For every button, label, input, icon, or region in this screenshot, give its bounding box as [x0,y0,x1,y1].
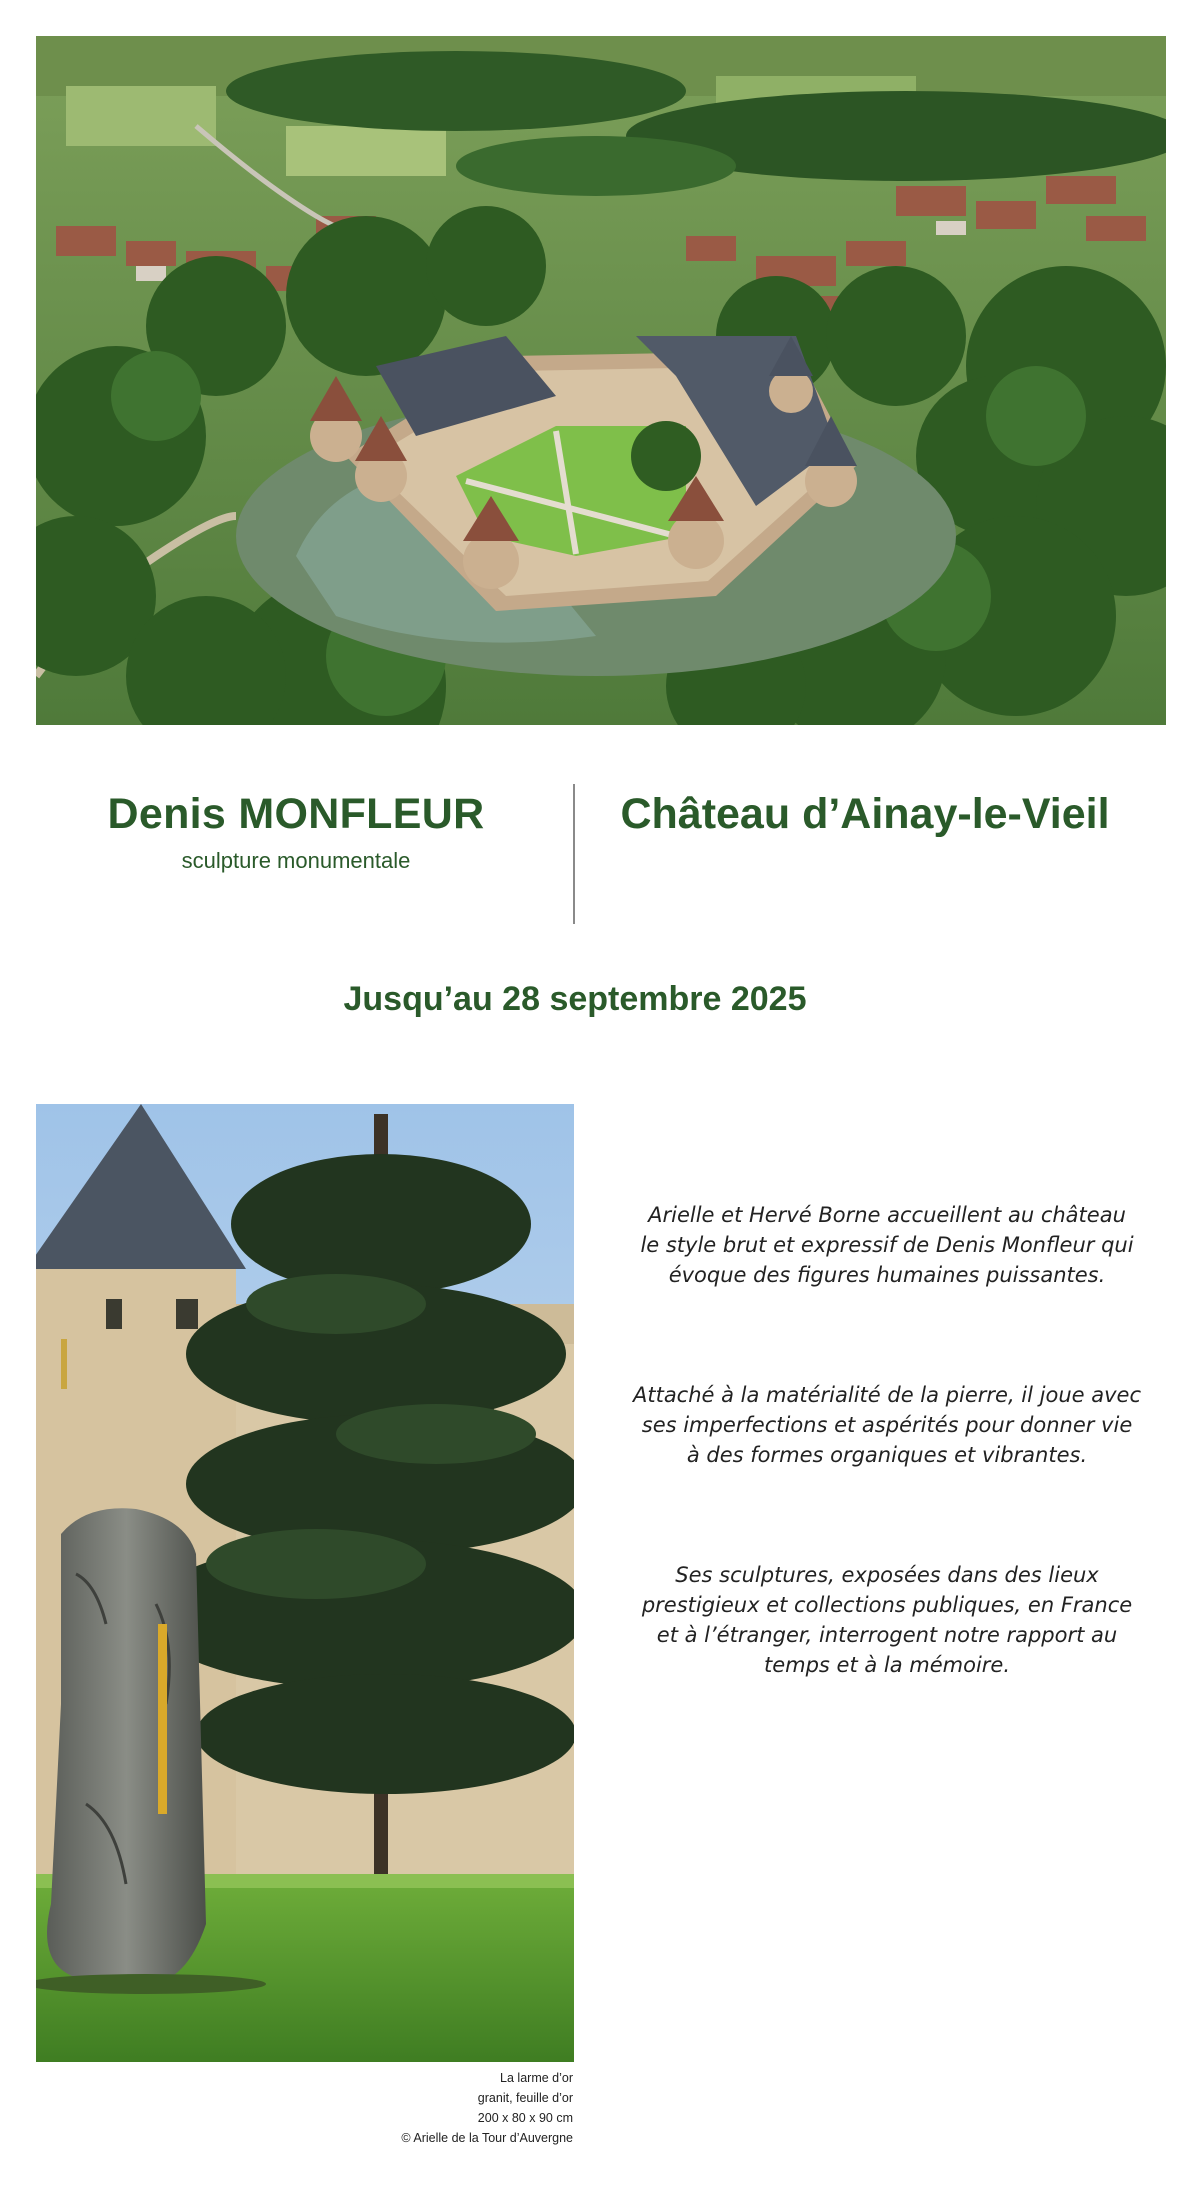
chateau-aerial-illustration [36,36,1166,725]
hero-aerial-photo [36,36,1166,725]
caption-materials: granit, feuille d’or [477,2091,573,2105]
paragraph-3-line: Ses sculptures, exposées dans des lieux [675,1563,1099,1587]
caption-dimensions: 200 x 80 x 90 cm [477,2111,573,2125]
paragraph-2-line: Attaché à la matérialité de la pierre, il joue avec [632,1383,1141,1407]
photo-caption [200,2068,573,2148]
paragraph-2-line: ses imperfections et aspérités pour donner vie [641,1413,1133,1437]
paragraph-3 [622,1560,1152,1680]
paragraph-1-line: Arielle et Hervé Borne accueillent au château [648,1203,1126,1227]
paragraph-1 [622,1200,1152,1290]
paragraph-2 [622,1380,1152,1470]
exhibition-dates: Jusqu’au 28 septembre 2025 [343,980,807,1018]
venue-name: Château d’Ainay-le-Vieil [620,790,1110,838]
sculpture-photo [36,1104,574,2062]
artist-name: Denis MONFLEUR [107,790,485,838]
title-band [0,760,1200,930]
vertical-divider [573,784,575,924]
caption-credit: © Arielle de la Tour d’Auvergne [401,2131,573,2145]
paragraph-3-line: temps et à la mémoire. [763,1653,1011,1677]
paragraph-3-line: prestigieux et collections publiques, en France [641,1593,1133,1617]
caption-title: La larme d’or [500,2071,573,2085]
paragraph-1-line: le style brut et expressif de Denis Monfleur qui [640,1233,1134,1257]
paragraph-3-line: et à l’étranger, interrogent notre rapport au [656,1623,1118,1647]
artist-subtitle: sculpture monumentale [181,848,411,873]
sculpture-illustration [36,1104,574,2062]
paragraph-2-line: à des formes organiques et vibrantes. [686,1443,1088,1467]
paragraph-1-line: évoque des figures humaines puissantes. [668,1263,1106,1287]
